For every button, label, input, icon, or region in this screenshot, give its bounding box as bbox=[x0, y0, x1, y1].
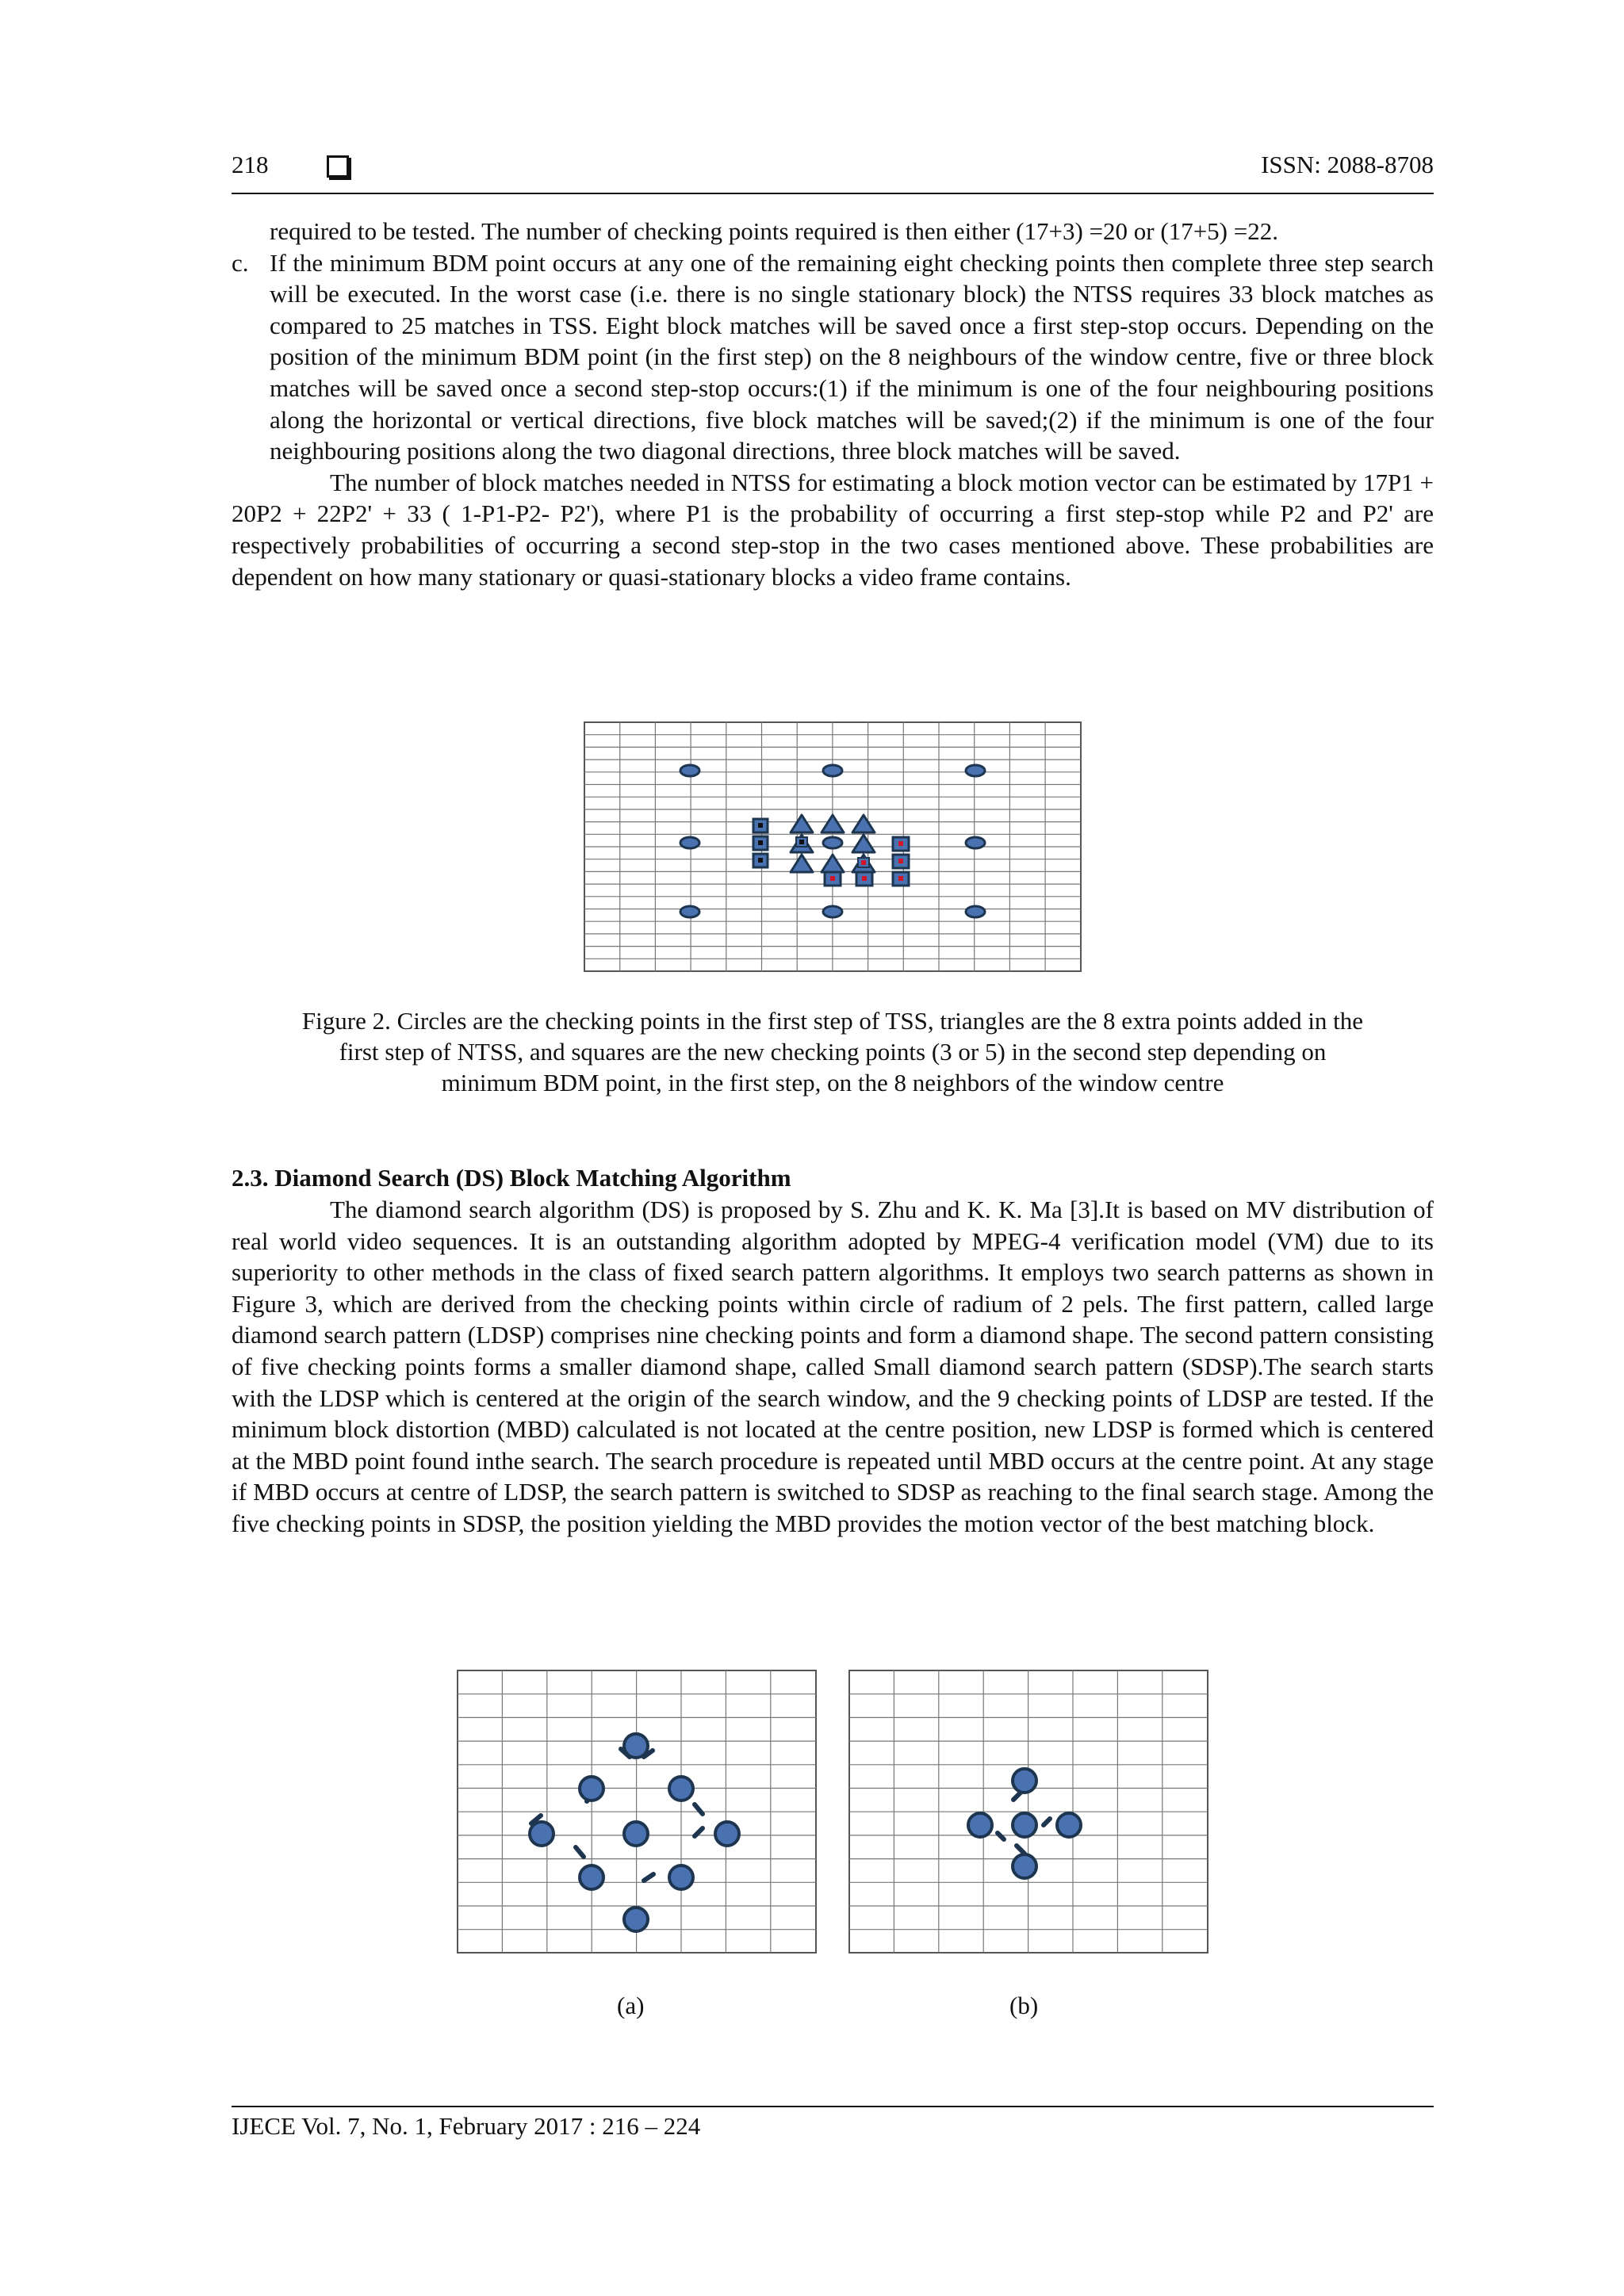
ntss-square-red bbox=[825, 872, 841, 886]
ldsp-point bbox=[624, 1734, 648, 1758]
figure-3b-sdsp bbox=[848, 1670, 1208, 1954]
ntss-square-black bbox=[753, 854, 768, 867]
caption-line: Figure 2. Circles are the checking points in the first step of TSS, triangles are the 8 extra points added in the bbox=[301, 1007, 1364, 1035]
list-item-text: If the minimum BDM point occurs at any one of the remaining eight checking points then complete three step search will be executed. In the worst case (i.e. there is no single stationary block) the NTSS requires 33 block matches as compared to 25 matches in TSS. Eight block matches will be saved once a first step-stop occurs. Depending on the position of the minimum BDM point (in the first step) on the 8 neighbours of the window centre, five or three block matches will be saved once a second step-stop occurs:(1) if the minimum is one of the four neighbouring positions along the horizontal or vertical directions, five block matches will be saved;(2) if the minimum is one of the four neighbouring positions along the two diagonal directions, three block matches will be saved. bbox=[270, 248, 1434, 465]
caption-line: first step of NTSS, and squares are the new checking points (3 or 5) in the second step depending on bbox=[339, 1038, 1327, 1066]
ntss-triangle bbox=[791, 815, 813, 832]
top-text-block bbox=[232, 216, 1434, 592]
figure-2 bbox=[584, 721, 1082, 972]
section-heading: 2.3. Diamond Search (DS) Block Matching Algorithm bbox=[232, 1164, 791, 1192]
tss-circle bbox=[966, 765, 985, 776]
figure-2-caption bbox=[232, 1005, 1434, 1098]
tss-circle bbox=[680, 837, 699, 848]
footer-rule bbox=[232, 2106, 1434, 2107]
ldsp-point bbox=[580, 1777, 603, 1800]
sdsp-point bbox=[1057, 1813, 1081, 1837]
header-box-icon bbox=[327, 155, 349, 178]
ntss-square-red bbox=[858, 858, 869, 867]
ntss-triangle bbox=[852, 835, 875, 852]
footer-journal: IJECE Vol. 7, No. 1, February 2017 : 216 – 224 bbox=[232, 2112, 701, 2140]
tss-circle bbox=[966, 837, 985, 848]
issn: ISSN: 2088-8708 bbox=[1261, 151, 1434, 178]
section-body bbox=[232, 1194, 1434, 1540]
ldsp-point bbox=[669, 1777, 693, 1800]
continuation-text: required to be tested. The number of checking points required is then either (17+3) =20 or (17+5) =22. bbox=[270, 217, 1278, 245]
figure-3a-label: (a) bbox=[617, 1992, 645, 2019]
ldsp-point bbox=[580, 1866, 603, 1889]
tss-circle bbox=[823, 837, 842, 848]
ntss-square-black bbox=[753, 836, 768, 850]
ldsp-point bbox=[530, 1822, 553, 1846]
figure-3b-label: (b) bbox=[1009, 1992, 1039, 2019]
ntss-triangle bbox=[852, 815, 875, 832]
list-item-c bbox=[232, 247, 1434, 467]
ldsp-point bbox=[715, 1822, 739, 1846]
ldsp-point bbox=[624, 1822, 648, 1846]
ntss-square-red bbox=[893, 855, 909, 868]
tss-circle bbox=[966, 906, 985, 917]
header-rule bbox=[232, 193, 1434, 194]
tss-circle bbox=[823, 765, 842, 776]
caption-line: minimum BDM point, in the first step, on the 8 neighbors of the window centre bbox=[441, 1069, 1224, 1096]
sdsp-point bbox=[1013, 1854, 1036, 1878]
ntss-triangle bbox=[822, 815, 844, 832]
sdsp-point bbox=[1013, 1769, 1036, 1793]
ntss-triangle bbox=[791, 855, 813, 872]
tss-circle bbox=[680, 765, 699, 776]
ntss-square-red bbox=[893, 837, 909, 851]
sdsp-point bbox=[968, 1813, 992, 1837]
tss-circle bbox=[680, 906, 699, 917]
section-paragraph: The diamond search algorithm (DS) is proposed by S. Zhu and K. K. Ma [3].It is based on MV distribution of real world video sequences. It is an outstanding algorithm adopted by MPEG-4 verification model (VM) due to its superiority to other methods in the class of fixed search pattern algorithms. It employs two search patterns as shown in Figure 3, which are derived from the checking points within circle of radium of 2 pels. The first pattern, called large diamond search pattern (LDSP) comprises nine checking points and form a diamond shape. The second pattern consisting of five checking points forms a smaller diamond shape, called Small diamond search pattern (SDSP).The search starts with the LDSP which is centered at the origin of the search window, and the 9 checking points of LDSP are tested. If the minimum block distortion (MBD) calculated is not located at the centre position, new LDSP is formed which is centered at the MBD point found inthe search. The search procedure is repeated until MBD occurs at the centre point. At any stage if MBD occurs at centre of LDSP, the search pattern is switched to SDSP as reaching to the final search stage. Among the five checking points in SDSP, the position yielding the MBD provides the motion vector of the best matching block. bbox=[232, 1196, 1434, 1537]
sdsp-point bbox=[1013, 1813, 1036, 1837]
list-item-label: c. bbox=[232, 248, 249, 277]
ntss-estimate-paragraph: The number of block matches needed in NTSS for estimating a block motion vector can be estimated by 17P1 + 20P2 + 22P2' + 33 ( 1-P1-P2- P2'), where P1 is the probability of occurring a first step-stop while P2 and P2' are respectively probabilities of occurring a second step-stop in the two cases mentioned above. These probabilities are dependent on how many stationary or quasi-stationary blocks a video frame contains. bbox=[232, 468, 1434, 591]
ntss-square-red bbox=[893, 872, 909, 886]
ntss-square-black bbox=[753, 819, 768, 832]
tss-circle bbox=[823, 906, 842, 917]
ntss-triangle bbox=[822, 855, 844, 872]
figure-3a-ldsp bbox=[457, 1670, 817, 1954]
page-number: 218 bbox=[232, 151, 269, 178]
ldsp-point bbox=[669, 1866, 693, 1889]
ldsp-point bbox=[624, 1908, 648, 1931]
ntss-square-red bbox=[856, 872, 872, 886]
ntss-square-black bbox=[796, 837, 807, 847]
